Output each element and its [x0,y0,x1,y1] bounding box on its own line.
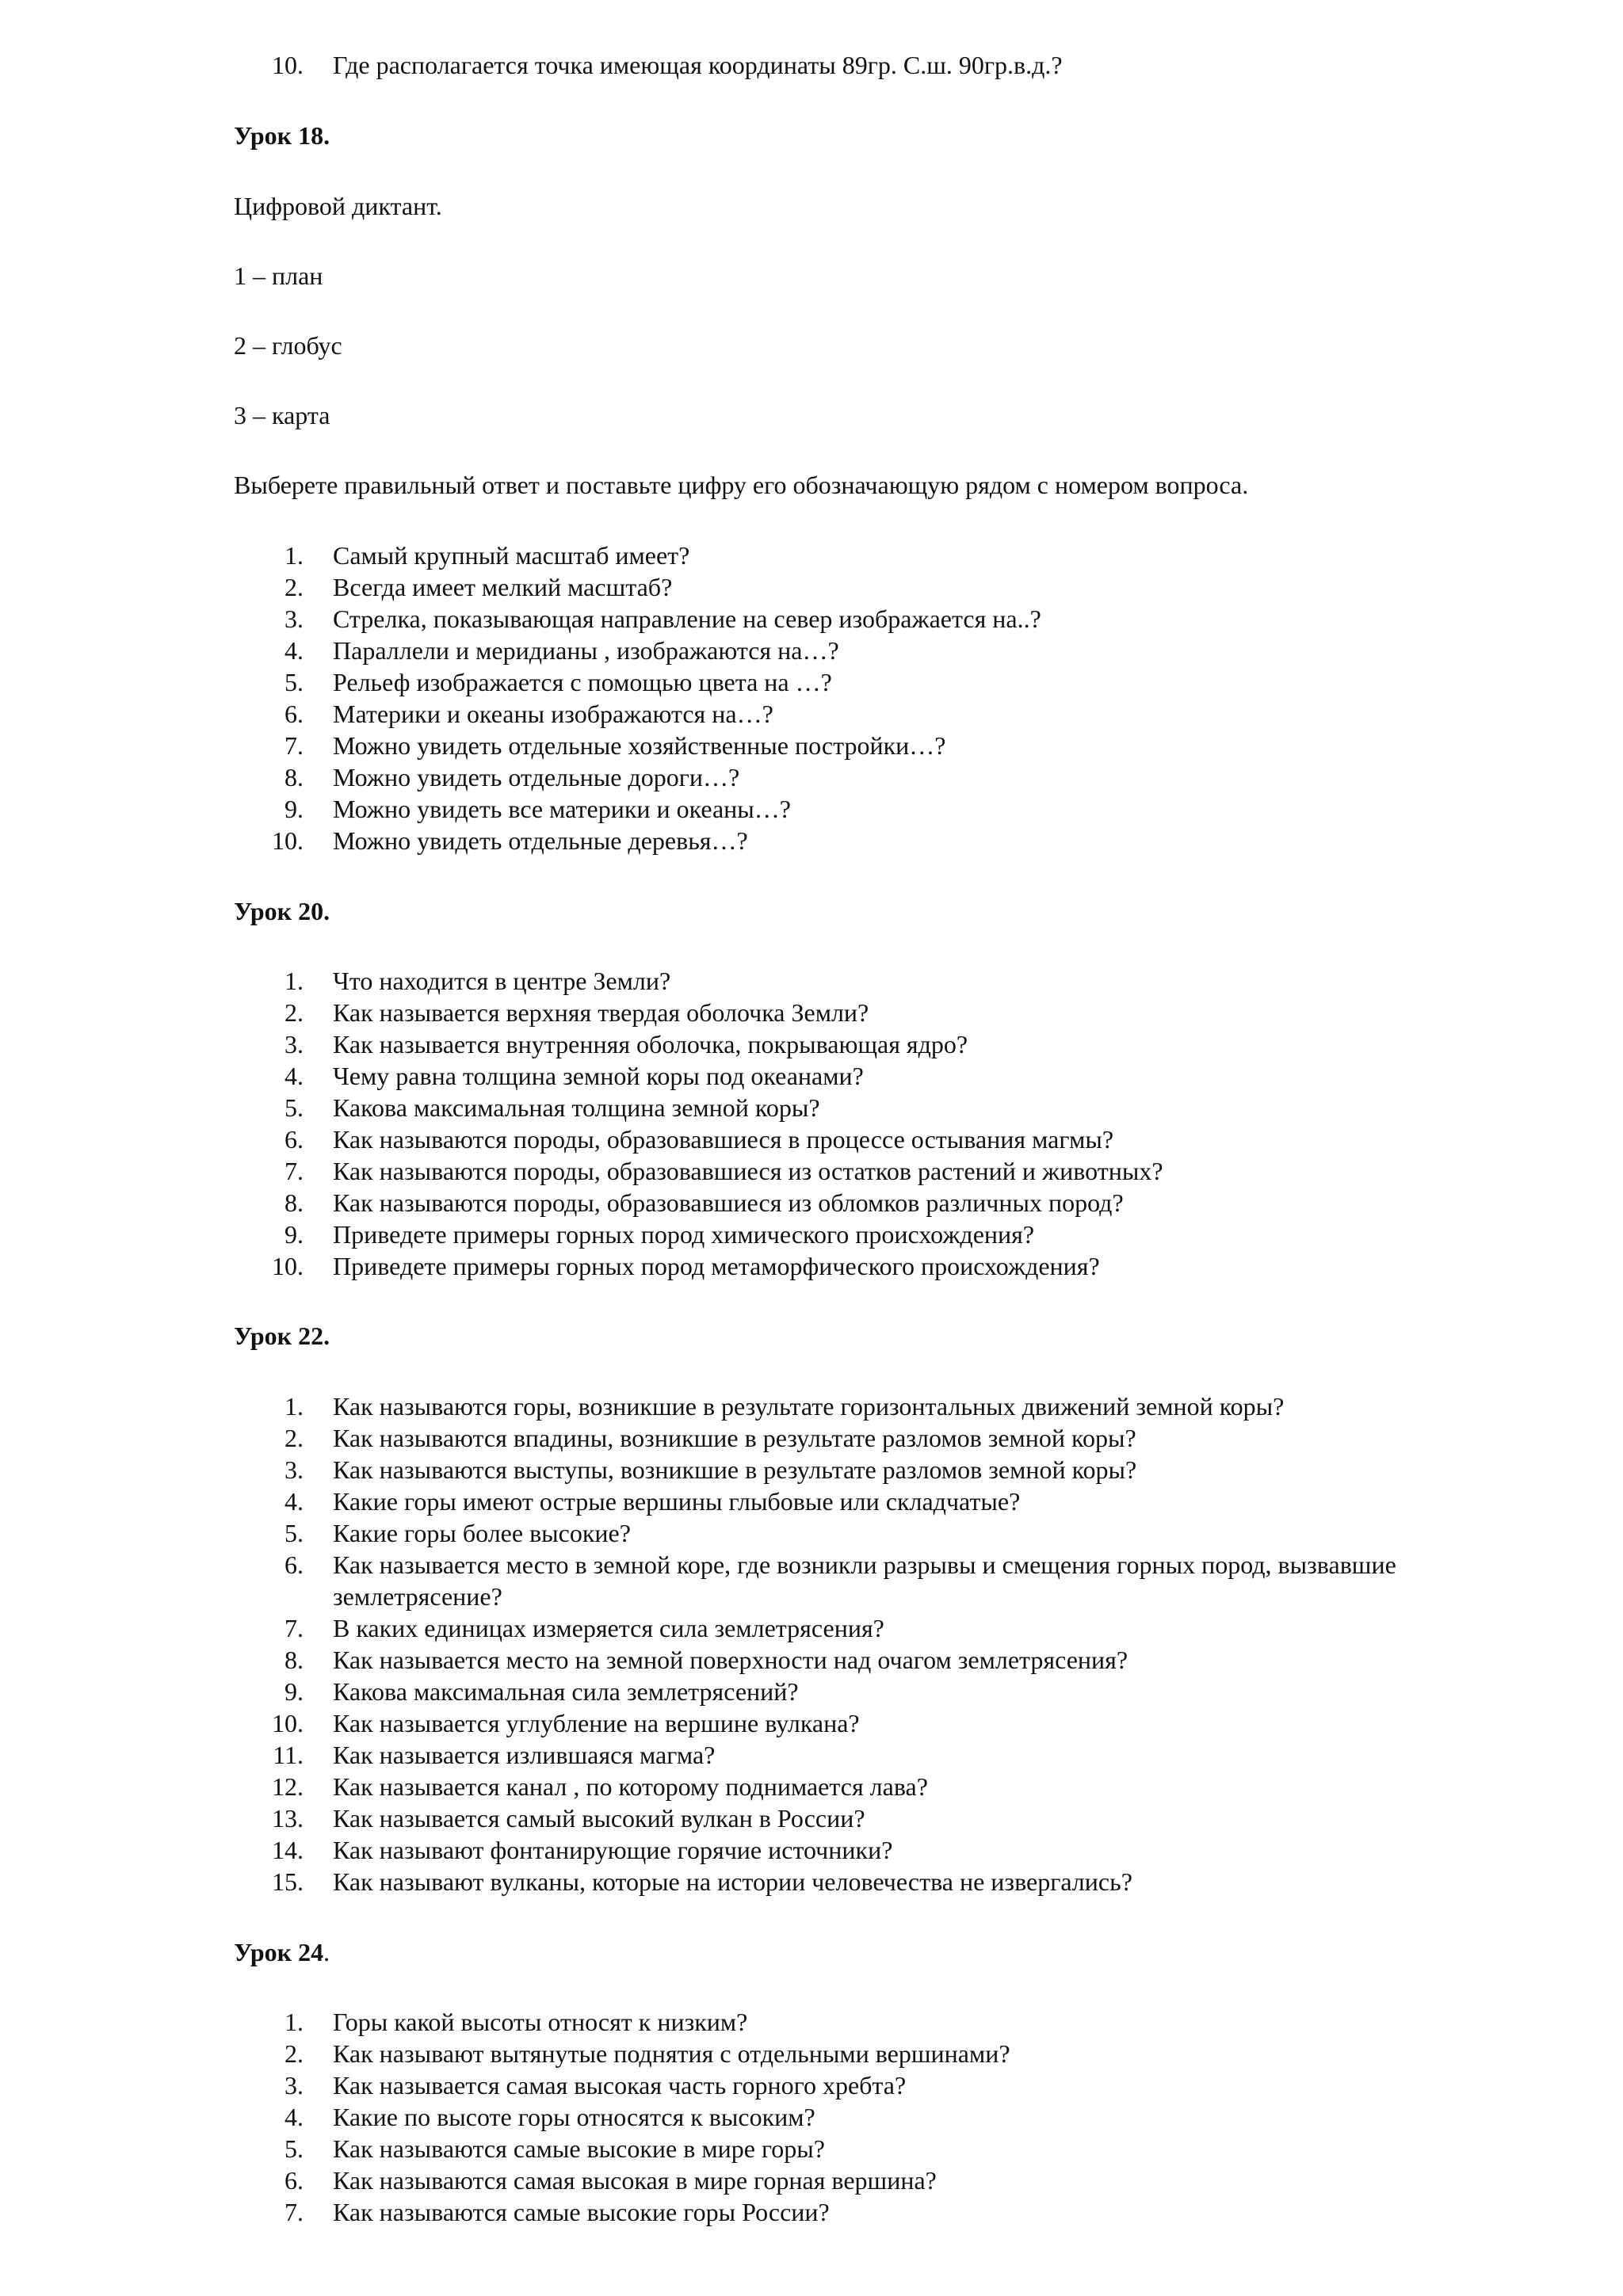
list-item-number: 6. [285,2166,304,2195]
list-item-number: 11. [273,1741,304,1769]
list-item-number: 5. [285,1093,304,1122]
list-item-number: 3. [285,1455,304,1484]
list-item-number: 10. [272,826,304,855]
list-item-number: 10. [272,1252,304,1280]
lesson-24-heading-label: Урок 24 [234,1938,324,1966]
list-item-number: 7. [285,1614,304,1642]
list-item-text: Какова максимальная сила землетрясений? [333,1677,799,1706]
lesson-18-instruction: Выберете правильный ответ и поставьте цифру его обозначающую рядом с номером вопроса. [234,471,1249,499]
list-item-text: Как называются горы, возникшие в результате горизонтальных движений земной коры? [333,1392,1285,1421]
list-item-number: 2. [285,1424,304,1452]
list-item-text: Какие горы более высокие? [333,1519,631,1547]
list-item-text: Как называется излившаяся магма? [333,1741,716,1769]
list-item-number: 5. [285,668,304,696]
list-item-number: 6. [285,1125,304,1154]
list-item-number: 6. [285,700,304,728]
list-item-number: 4. [285,636,304,665]
list-item-number: 2. [285,2039,304,2068]
list-item-text: Можно увидеть отдельные деревья…? [333,826,748,855]
list-item-text: Материки и океаны изображаются на…? [333,700,773,728]
list-item-number: 3. [285,605,304,633]
list-item-text: Как называют фонтанирующие горячие источники? [333,1836,893,1864]
list-item-number: 1. [285,2008,304,2036]
list-item-text: Как называются впадины, возникшие в результате разломов земной коры? [333,1424,1136,1452]
list-item-text: Как называют вытянутые поднятия с отдельными вершинами? [333,2039,1010,2068]
list-item-number: 13. [272,1804,304,1833]
list-item-text: Какие по высоте горы относятся к высоким? [333,2103,815,2131]
lesson-18-heading: Урок 18. [234,121,330,150]
list-item-text: Где располагается точка имеющая координаты 89гр. С.ш. 90гр.в.д.? [333,51,1063,79]
list-item-number: 10. [272,1709,304,1737]
list-item-text: Как называют вулканы, которые на истории человечества не извергались? [333,1867,1132,1896]
list-item-text: Как называется внутренняя оболочка, покрывающая ядро? [333,1030,968,1058]
lesson-18-subtitle: Цифровой диктант. [234,192,442,220]
list-item-number: 1. [285,1392,304,1421]
list-item-number: 4. [285,2103,304,2131]
list-item-text: Как называется канал , по которому поднимается лава? [333,1772,928,1801]
option-line: 2 – глобус [234,331,342,360]
list-item-number: 2. [285,573,304,601]
list-item-text: Стрелка, показывающая направление на север изображается на..? [333,605,1041,633]
list-item-text-continuation: землетрясение? [333,1582,502,1611]
list-item-text: Как называются породы, образовавшиеся из обломков различных пород? [333,1188,1124,1217]
list-item-text: Какие горы имеют острые вершины глыбовые или складчатые? [333,1487,1021,1516]
list-item-number: 9. [285,1220,304,1249]
list-item-text: Параллели и меридианы , изображаются на…? [333,636,839,665]
list-item-number: 4. [285,1062,304,1090]
list-item-number: 3. [285,1030,304,1058]
list-item-text: Как называется самая высокая часть горного хребта? [333,2071,907,2100]
list-item-number: 10. [272,51,304,79]
list-item-text: Горы какой высоты относят к низким? [333,2008,748,2036]
list-item-number: 9. [285,1677,304,1706]
list-item-number: 1. [285,967,304,995]
list-item-number: 8. [285,1188,304,1217]
list-item-text: Самый крупный масштаб имеет? [333,541,690,570]
list-item-number: 5. [285,1519,304,1547]
list-item-number: 15. [272,1867,304,1896]
list-item-text: Приведете примеры горных пород метаморфического происхождения? [333,1252,1100,1280]
list-item-number: 9. [285,795,304,823]
list-item-text: Как называются породы, образовавшиеся из остатков растений и животных? [333,1157,1163,1185]
list-item-text: Как называются самая высокая в мире горная вершина? [333,2166,937,2195]
list-item-number: 6. [285,1550,304,1579]
list-item-number: 7. [285,731,304,760]
list-item-text: Что находится в центре Земли? [333,967,671,995]
lesson-24-heading-tail: . [323,1938,330,1966]
list-item-text: Как называются самые высокие в мире горы? [333,2134,825,2163]
list-item-text: Как называются самые высокие горы России? [333,2198,830,2226]
lesson-20-heading: Урок 20. [234,897,330,925]
list-item-number: 7. [285,1157,304,1185]
list-item-text: Как называется самый высокий вулкан в России? [333,1804,865,1833]
list-item-number: 3. [285,2071,304,2100]
list-item-number: 5. [285,2134,304,2163]
list-item-text: Как называется место в земной коре, где возникли разрывы и смещения горных пород, вызвавшие [333,1550,1396,1579]
list-item-text: Как называется углубление на вершине вулкана? [333,1709,860,1737]
list-item-number: 14. [272,1836,304,1864]
list-item-number: 12. [272,1772,304,1801]
option-line: 3 – карта [234,401,330,429]
list-item-text: Как называется верхняя твердая оболочка Земли? [333,998,869,1027]
list-item-text: Рельеф изображается с помощью цвета на …? [333,668,832,696]
list-item-text: Как называются выступы, возникшие в результате разломов земной коры? [333,1455,1137,1484]
list-item-text: Приведете примеры горных пород химического происхождения? [333,1220,1035,1249]
list-item-text: Всегда имеет мелкий масштаб? [333,573,673,601]
list-item-number: 2. [285,998,304,1027]
list-item-text: Как называется место на земной поверхности над очагом землетрясения? [333,1646,1128,1674]
list-item-text: Можно увидеть отдельные хозяйственные постройки…? [333,731,946,760]
list-item-text: Как называются породы, образовавшиеся в процессе остывания магмы? [333,1125,1114,1154]
list-item-number: 1. [285,541,304,570]
list-item-text: Какова максимальная толщина земной коры? [333,1093,820,1122]
list-item-number: 8. [285,763,304,791]
list-item-number: 7. [285,2198,304,2226]
list-item-number: 4. [285,1487,304,1516]
list-item-text: Чему равна толщина земной коры под океанами? [333,1062,864,1090]
list-item-text: В каких единицах измеряется сила землетрясения? [333,1614,884,1642]
option-line: 1 – план [234,261,323,290]
list-item-text: Можно увидеть отдельные дороги…? [333,763,740,791]
list-item-number: 8. [285,1646,304,1674]
lesson-24-heading [234,1936,330,1968]
lesson-22-heading: Урок 22. [234,1322,330,1350]
list-item-text: Можно увидеть все материки и океаны…? [333,795,791,823]
